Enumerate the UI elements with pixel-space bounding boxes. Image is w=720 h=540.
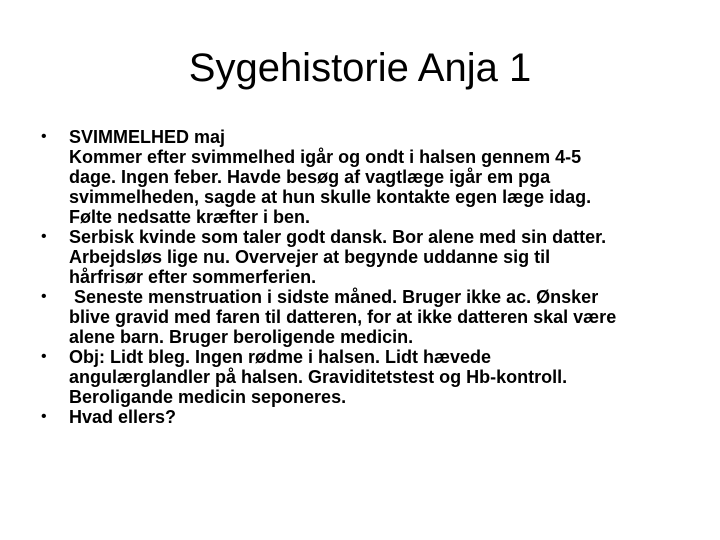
bullet-dot: • <box>41 348 47 365</box>
bullet-dot: • <box>41 408 47 425</box>
bullet-line: Arbejdsløs lige nu. Overvejer at begynde uddanne sig til <box>69 247 551 267</box>
bullet-line: Serbisk kvinde som taler godt dansk. Bor alene med sin datter. <box>69 227 607 247</box>
bullet-list <box>0 127 720 427</box>
bullet-item-menstruation <box>0 287 720 347</box>
bullet-line: Kommer efter svimmelhed igår og ondt i halsen gennem 4-5 <box>69 147 582 167</box>
bullet-line: Obj: Lidt bleg. Ingen rødme i halsen. Lidt hævede <box>69 347 492 367</box>
bullet-line: Hvad ellers? <box>69 407 177 427</box>
bullet-line: angulærglandler på halsen. Graviditetstest og Hb-kontroll. <box>69 367 568 387</box>
bullet-line: Seneste menstruation i sidste måned. Bruger ikke ac. Ønsker <box>69 287 599 307</box>
bullet-line: dage. Ingen feber. Havde besøg af vagtlæge igår em pga <box>69 167 551 187</box>
bullet-line: Beroligande medicin seponeres. <box>69 387 347 407</box>
bullet-line: Følte nedsatte kræfter i ben. <box>69 207 311 227</box>
bullet-line: svimmelheden, sagde at hun skulle kontakte egen læge idag. <box>69 187 592 207</box>
bullet-dot: • <box>41 128 47 145</box>
bullet-item-social <box>0 227 720 287</box>
bullet-dot: • <box>41 288 47 305</box>
bullet-dot: • <box>41 228 47 245</box>
bullet-line: hårfrisør efter sommerferien. <box>69 267 317 287</box>
bullet-item-objective <box>0 347 720 407</box>
bullet-line: blive gravid med faren til datteren, for at ikke datteren skal være <box>69 307 617 327</box>
bullet-item-symptoms <box>0 127 720 227</box>
bullet-item-question <box>0 407 720 427</box>
slide-title: Sygehistorie Anja 1 <box>188 46 532 90</box>
bullet-line: SVIMMELHED maj <box>69 127 226 147</box>
bullet-line: alene barn. Bruger beroligende medicin. <box>69 327 414 347</box>
